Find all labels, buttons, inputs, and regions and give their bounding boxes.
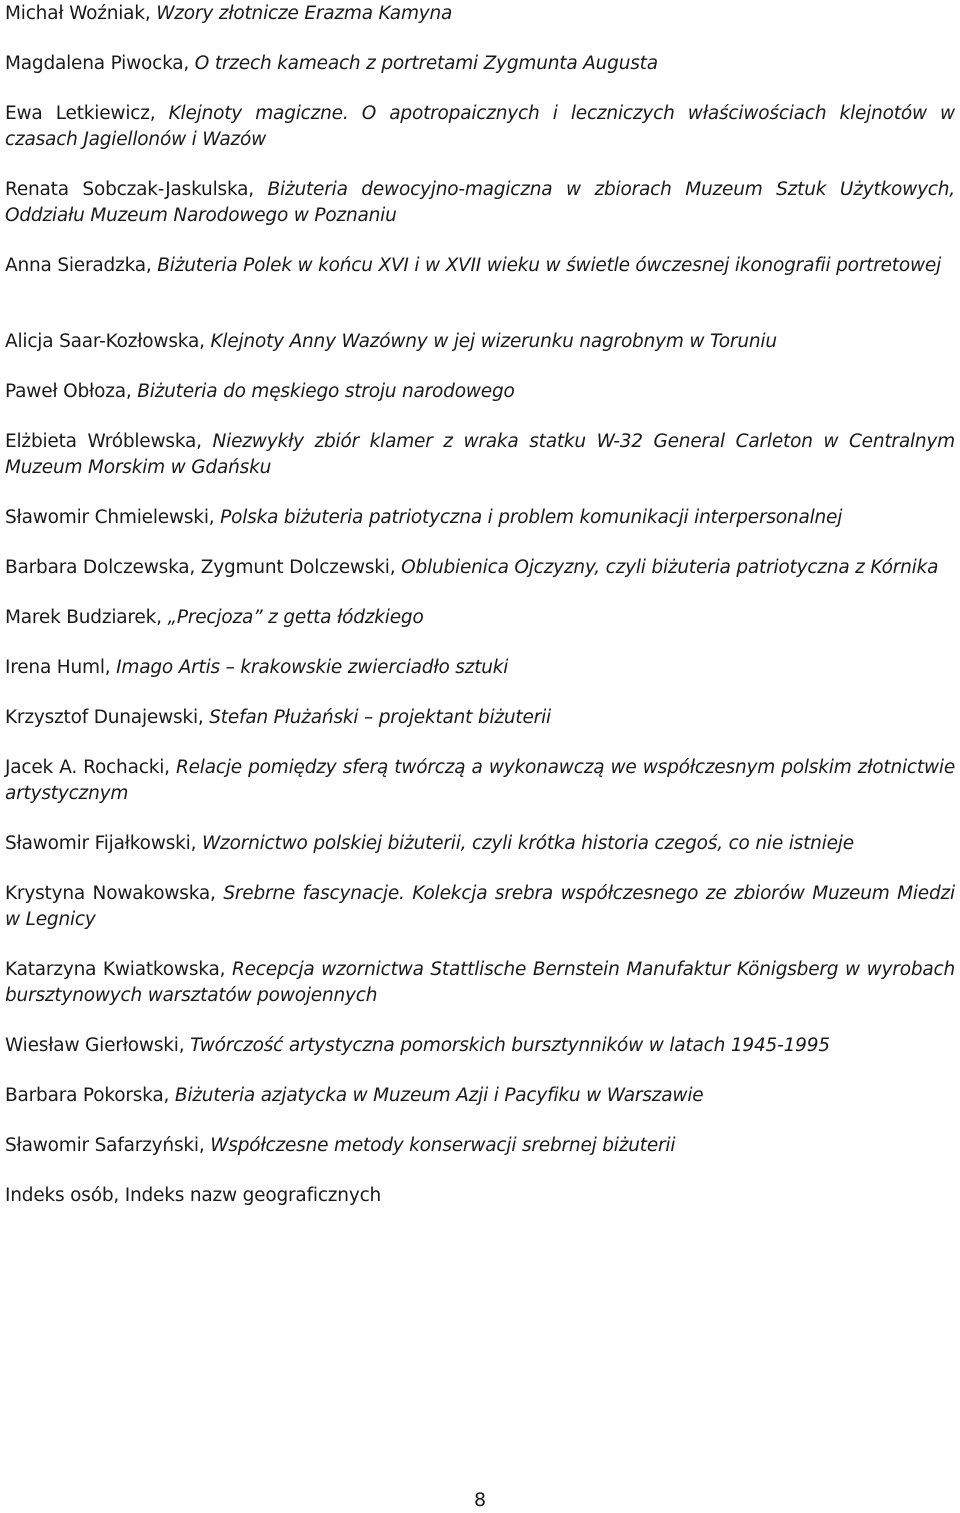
toc-entry (5, 1, 955, 27)
toc-entry-author: Sławomir Safarzyński, (5, 1135, 211, 1156)
toc-entry-author: Barbara Pokorska, (5, 1085, 175, 1106)
toc-entry-author: Jacek A. Rochacki, (5, 757, 176, 778)
toc-entry-author: Katarzyna Kwiatkowska, (5, 959, 232, 980)
toc-entry (5, 655, 955, 681)
toc-entry-title: Recepcja wzornictwa Stattlische Bernstein Manufaktur Königsberg w wyrobach bursztynowych warsztatów powojennych (5, 959, 955, 1006)
toc-entry-title: Polska biżuteria patriotyczna i problem komunikacji interpersonalnej (220, 507, 843, 528)
toc-entry (5, 1083, 955, 1109)
toc-entry (5, 429, 955, 481)
toc-entry (5, 329, 955, 355)
toc-entry (5, 253, 955, 279)
page-number: 8 (473, 1489, 487, 1511)
toc-entry-title: Srebrne fascynacje. Kolekcja srebra współczesnego ze zbiorów Muzeum Miedzi w Legnicy (5, 883, 955, 930)
toc-entry-author: Krzysztof Dunajewski, (5, 707, 210, 728)
toc-entry-title: Biżuteria Polek w końcu XVI i w XVII wieku w świetle ówczesnej ikonografii portretowej (157, 255, 942, 276)
toc-entry-author: Michał Woźniak, (5, 3, 157, 24)
toc-entry-title: Wzornictwo polskiej biżuterii, czyli krótka historia czegoś, co nie istnieje (201, 833, 854, 854)
toc-entry (5, 505, 955, 531)
toc-entry (5, 1133, 955, 1159)
toc-entry (5, 831, 955, 857)
toc-entry-author: Ewa Letkiewicz, (5, 103, 169, 124)
toc-entry-title: Współczesne metody konserwacji srebrnej biżuterii (210, 1135, 676, 1156)
toc-entry-author: Irena Huml, (5, 657, 117, 678)
toc-entry (5, 1033, 955, 1059)
toc-entry-title: Niezwykły zbiór klamer z wraka statku W-32 General Carleton w Centralnym Muzeum Morskim w Gdańsku (5, 431, 955, 478)
toc-entry-title: Stefan Płużański – projektant biżuterii (209, 707, 551, 728)
toc-entry-author: Alicja Saar-Kozłowska, (5, 331, 211, 352)
toc-entry-title: Imago Artis – krakowskie zwierciadło sztuki (116, 657, 509, 678)
toc-entry-author: Barbara Dolczewska, Zygmunt Dolczewski, (5, 557, 402, 578)
toc-entry (5, 705, 955, 731)
toc-entry-author: Renata Sobczak-Jaskulska, (5, 179, 268, 200)
toc-entry (5, 51, 955, 77)
toc-entry-title: Klejnoty magiczne. O apotropaicznych i leczniczych właściwościach klejnotów w czasach Jagiellonów i Wazów (5, 103, 955, 150)
toc-entry (5, 1183, 955, 1209)
toc-entry-author: Sławomir Chmielewski, (5, 507, 221, 528)
toc-entry (5, 177, 955, 229)
toc-entry-author: Wiesław Gierłowski, (5, 1035, 191, 1056)
toc-entry (5, 957, 955, 1009)
toc-entry-title: Twórczość artystyczna pomorskich bursztynników w latach 1945-1995 (190, 1035, 830, 1056)
toc-entry-author: Indeks osób, Indeks nazw geograficznych (5, 1185, 382, 1206)
toc-entry-author: Magdalena Piwocka, (5, 53, 195, 74)
toc-entry-title: O trzech kameach z portretami Zygmunta Augusta (194, 53, 658, 74)
toc-entry-title: Wzory złotnicze Erazma Kamyna (156, 3, 453, 24)
toc-entry (5, 379, 955, 405)
toc-entry (5, 755, 955, 807)
toc-entry (5, 555, 955, 581)
toc-entry-title: Klejnoty Anny Wazówny w jej wizerunku nagrobnym w Toruniu (210, 331, 777, 352)
toc-entry-title: Biżuteria dewocyjno-magiczna w zbiorach Muzeum Sztuk Użytkowych, Oddziału Muzeum Narodowego w Poznaniu (5, 179, 955, 226)
toc-entry-title: Relacje pomiędzy sferą twórczą a wykonawczą we współczesnym polskim złotnictwie artystycznym (5, 757, 955, 804)
toc-entry-author: Paweł Obłoza, (5, 381, 138, 402)
toc-entry-author: Elżbieta Wróblewska, (5, 431, 213, 452)
toc-entry-author: Marek Budziarek, (5, 607, 168, 628)
toc-entry (5, 605, 955, 631)
toc-entry-author: Anna Sieradzka, (5, 255, 158, 276)
toc-entry-author: Sławomir Fijałkowski, (5, 833, 202, 854)
toc-entry (5, 881, 955, 933)
toc-entry-title: Biżuteria azjatycka w Muzeum Azji i Pacyfiku w Warszawie (174, 1085, 704, 1106)
toc-entry-title: „Precjoza” z getta łódzkiego (167, 607, 424, 628)
toc-entry-title: Biżuteria do męskiego stroju narodowego (137, 381, 515, 402)
toc-entry-author: Krystyna Nowakowska, (5, 883, 224, 904)
toc-entry (5, 101, 955, 153)
toc-entry-title: Oblubienica Ojczyzny, czyli biżuteria patriotyczna z Kórnika (401, 557, 939, 578)
